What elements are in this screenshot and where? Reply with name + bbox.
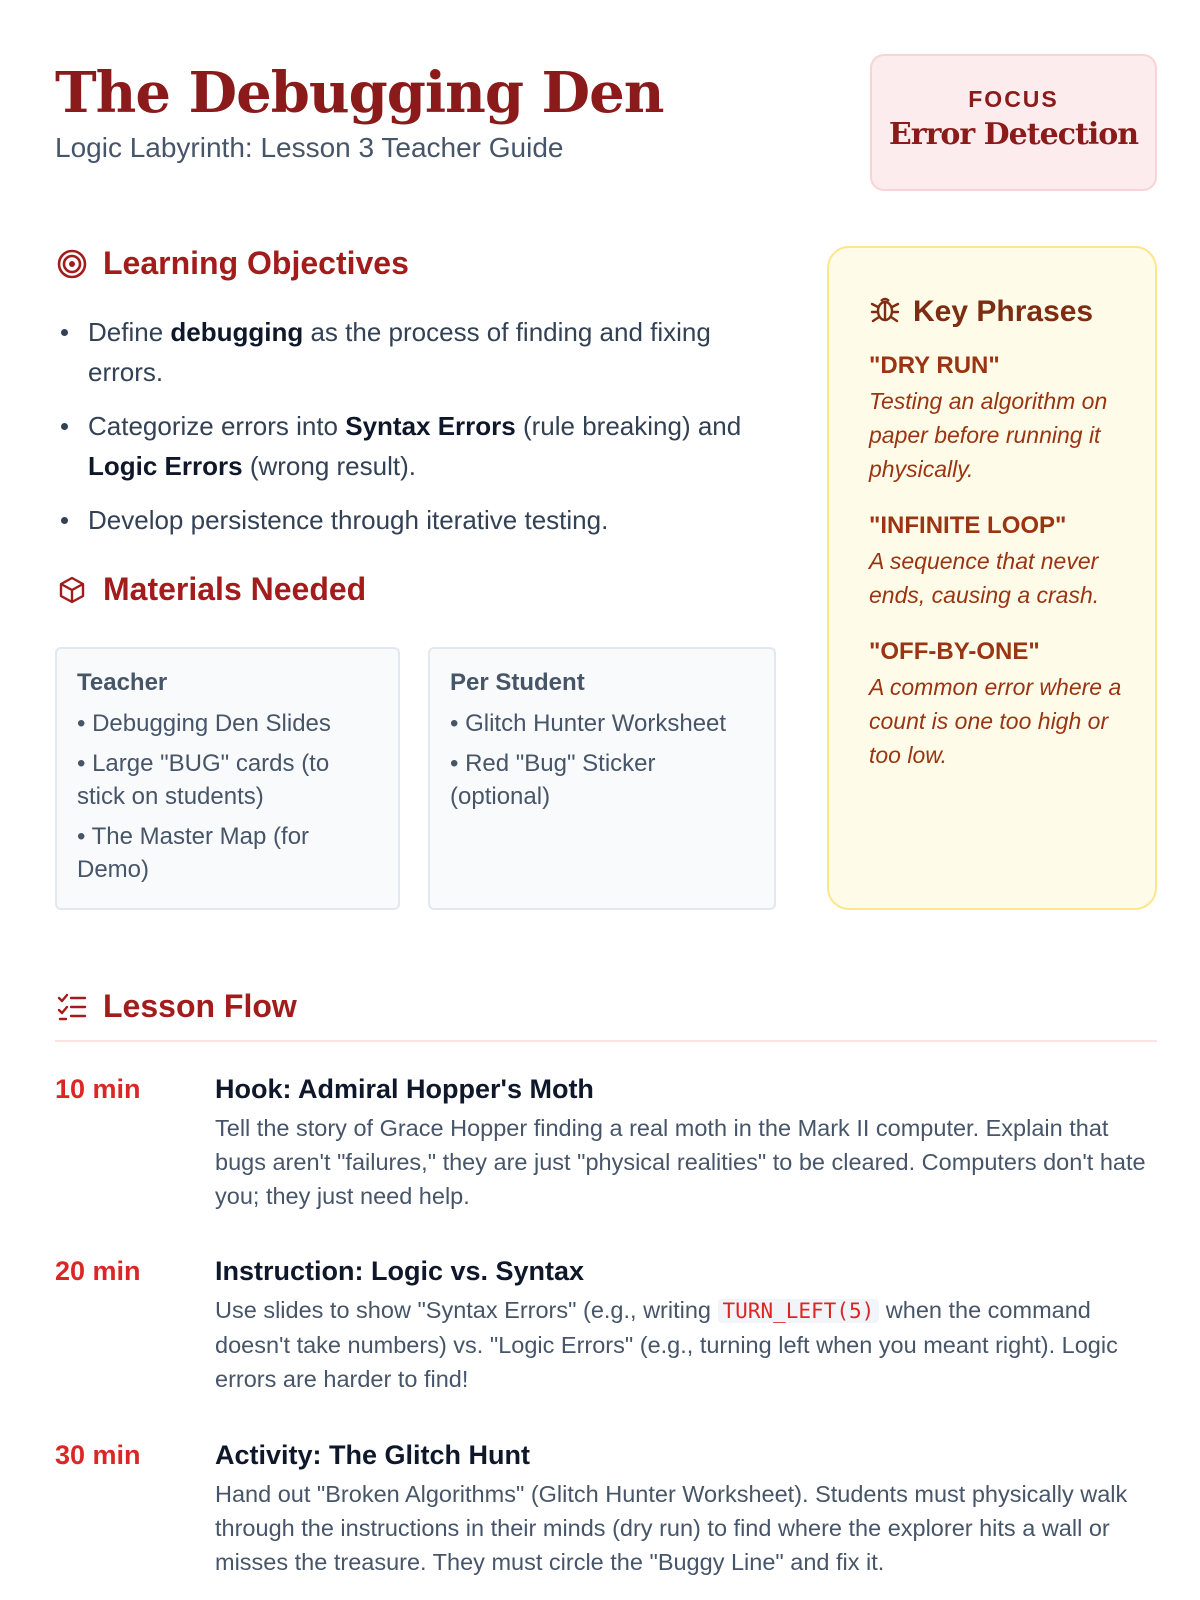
box-icon (55, 573, 89, 607)
page-subtitle: Logic Labyrinth: Lesson 3 Teacher Guide (55, 132, 564, 163)
teacher-materials-card (55, 647, 400, 910)
key-phrase (869, 638, 1135, 772)
flow-heading (55, 988, 297, 1025)
page-header (55, 58, 663, 164)
list-item: Develop persistence through iterative testing. (55, 500, 755, 540)
divider (55, 1040, 1157, 1042)
focus-badge (870, 54, 1157, 191)
materials-title: Materials Needed (103, 571, 367, 607)
flow-title: Lesson Flow (103, 988, 297, 1024)
phrase-term: "OFF-BY-ONE" (869, 638, 1040, 665)
student-materials-card (428, 647, 776, 910)
step-description: Tell the story of Grace Hopper finding a real moth in the Mark II computer. Explain that bugs aren't "failures," they are just "physical realities" to be cleared. Computers don't hate you; they just need help. (215, 1115, 1146, 1209)
step-description: Hand out "Broken Algorithms" (Glitch Hunter Worksheet). Students must physically walk through the instructions in their minds (dry run) to find where the explorer hits a wall or misses the treasure. They must circle the "Buggy Line" and fix it. (215, 1481, 1128, 1575)
code-snippet: TURN_LEFT(5) (718, 1299, 880, 1323)
list-item: • The Master Map (for Demo) (77, 823, 310, 883)
focus-label: FOCUS (968, 86, 1059, 112)
step-description: Use slides to show "Syntax Errors" (e.g., writing TURN_LEFT(5) when the command doesn't take numbers) vs. "Logic Errors" (e.g., turning left when you meant right). Logic errors are harder to find! (215, 1297, 1118, 1392)
target-icon (55, 247, 89, 281)
focus-value: Error Detection (888, 117, 1139, 152)
teacher-materials-title: Teacher (77, 669, 168, 696)
key-phrase (869, 512, 1135, 612)
key-phrase (869, 352, 1135, 486)
phrase-definition: A common error where a count is one too high or too low. (869, 674, 1122, 768)
list-item: • Glitch Hunter Worksheet (450, 710, 727, 737)
list-item: • Large "BUG" cards (to stick on students) (77, 750, 330, 810)
step-duration: 20 min (55, 1256, 141, 1286)
step-title: Hook: Admiral Hopper's Moth (215, 1074, 594, 1104)
materials-heading (55, 571, 366, 608)
objectives-list (55, 312, 755, 554)
key-phrases-panel (827, 246, 1157, 910)
checklist-icon (55, 990, 89, 1024)
phrase-definition: A sequence that never ends, causing a crash. (869, 548, 1100, 608)
phrase-term: "DRY RUN" (869, 352, 1000, 379)
phrase-term: "INFINITE LOOP" (869, 512, 1067, 539)
step-title: Instruction: Logic vs. Syntax (215, 1256, 585, 1286)
list-item: • Debugging Den Slides (77, 710, 331, 737)
step-duration: 30 min (55, 1440, 141, 1470)
objectives-heading (55, 245, 409, 282)
objectives-title: Learning Objectives (103, 245, 409, 281)
step-duration: 10 min (55, 1074, 141, 1104)
key-phrases-heading (869, 293, 1135, 330)
key-phrases-title: Key Phrases (913, 294, 1094, 328)
student-materials-title: Per Student (450, 669, 585, 696)
page-title: The Debugging Den (55, 60, 664, 126)
list-item: Categorize errors into Syntax Errors (rule breaking) and Logic Errors (wrong result). (55, 406, 755, 486)
list-item: • Red "Bug" Sticker (optional) (450, 750, 656, 810)
list-item: Define debugging as the process of finding and fixing errors. (55, 312, 755, 392)
bug-icon (869, 293, 901, 330)
step-title: Activity: The Glitch Hunt (215, 1440, 531, 1470)
phrase-definition: Testing an algorithm on paper before running it physically. (869, 388, 1108, 482)
